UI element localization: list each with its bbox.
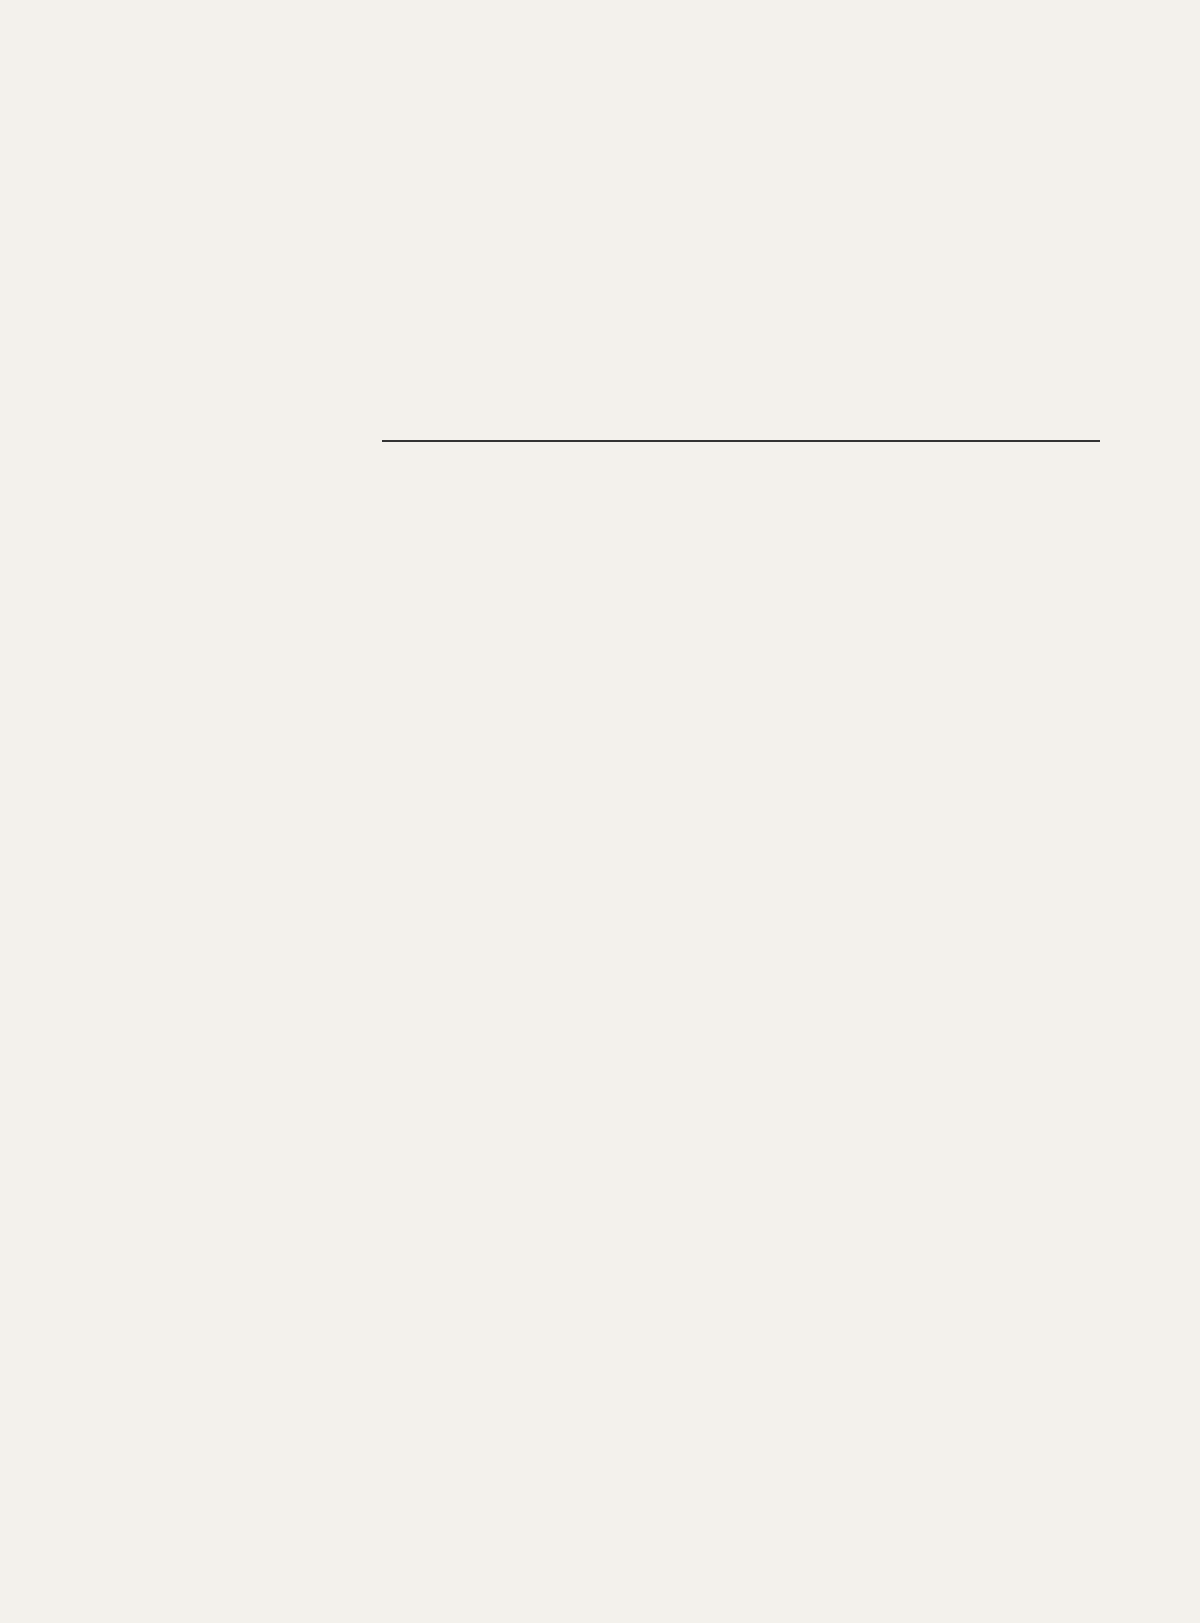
section-divider (382, 440, 1100, 442)
article-column-2 (373, 198, 708, 205)
article-column-3 (748, 198, 1098, 205)
